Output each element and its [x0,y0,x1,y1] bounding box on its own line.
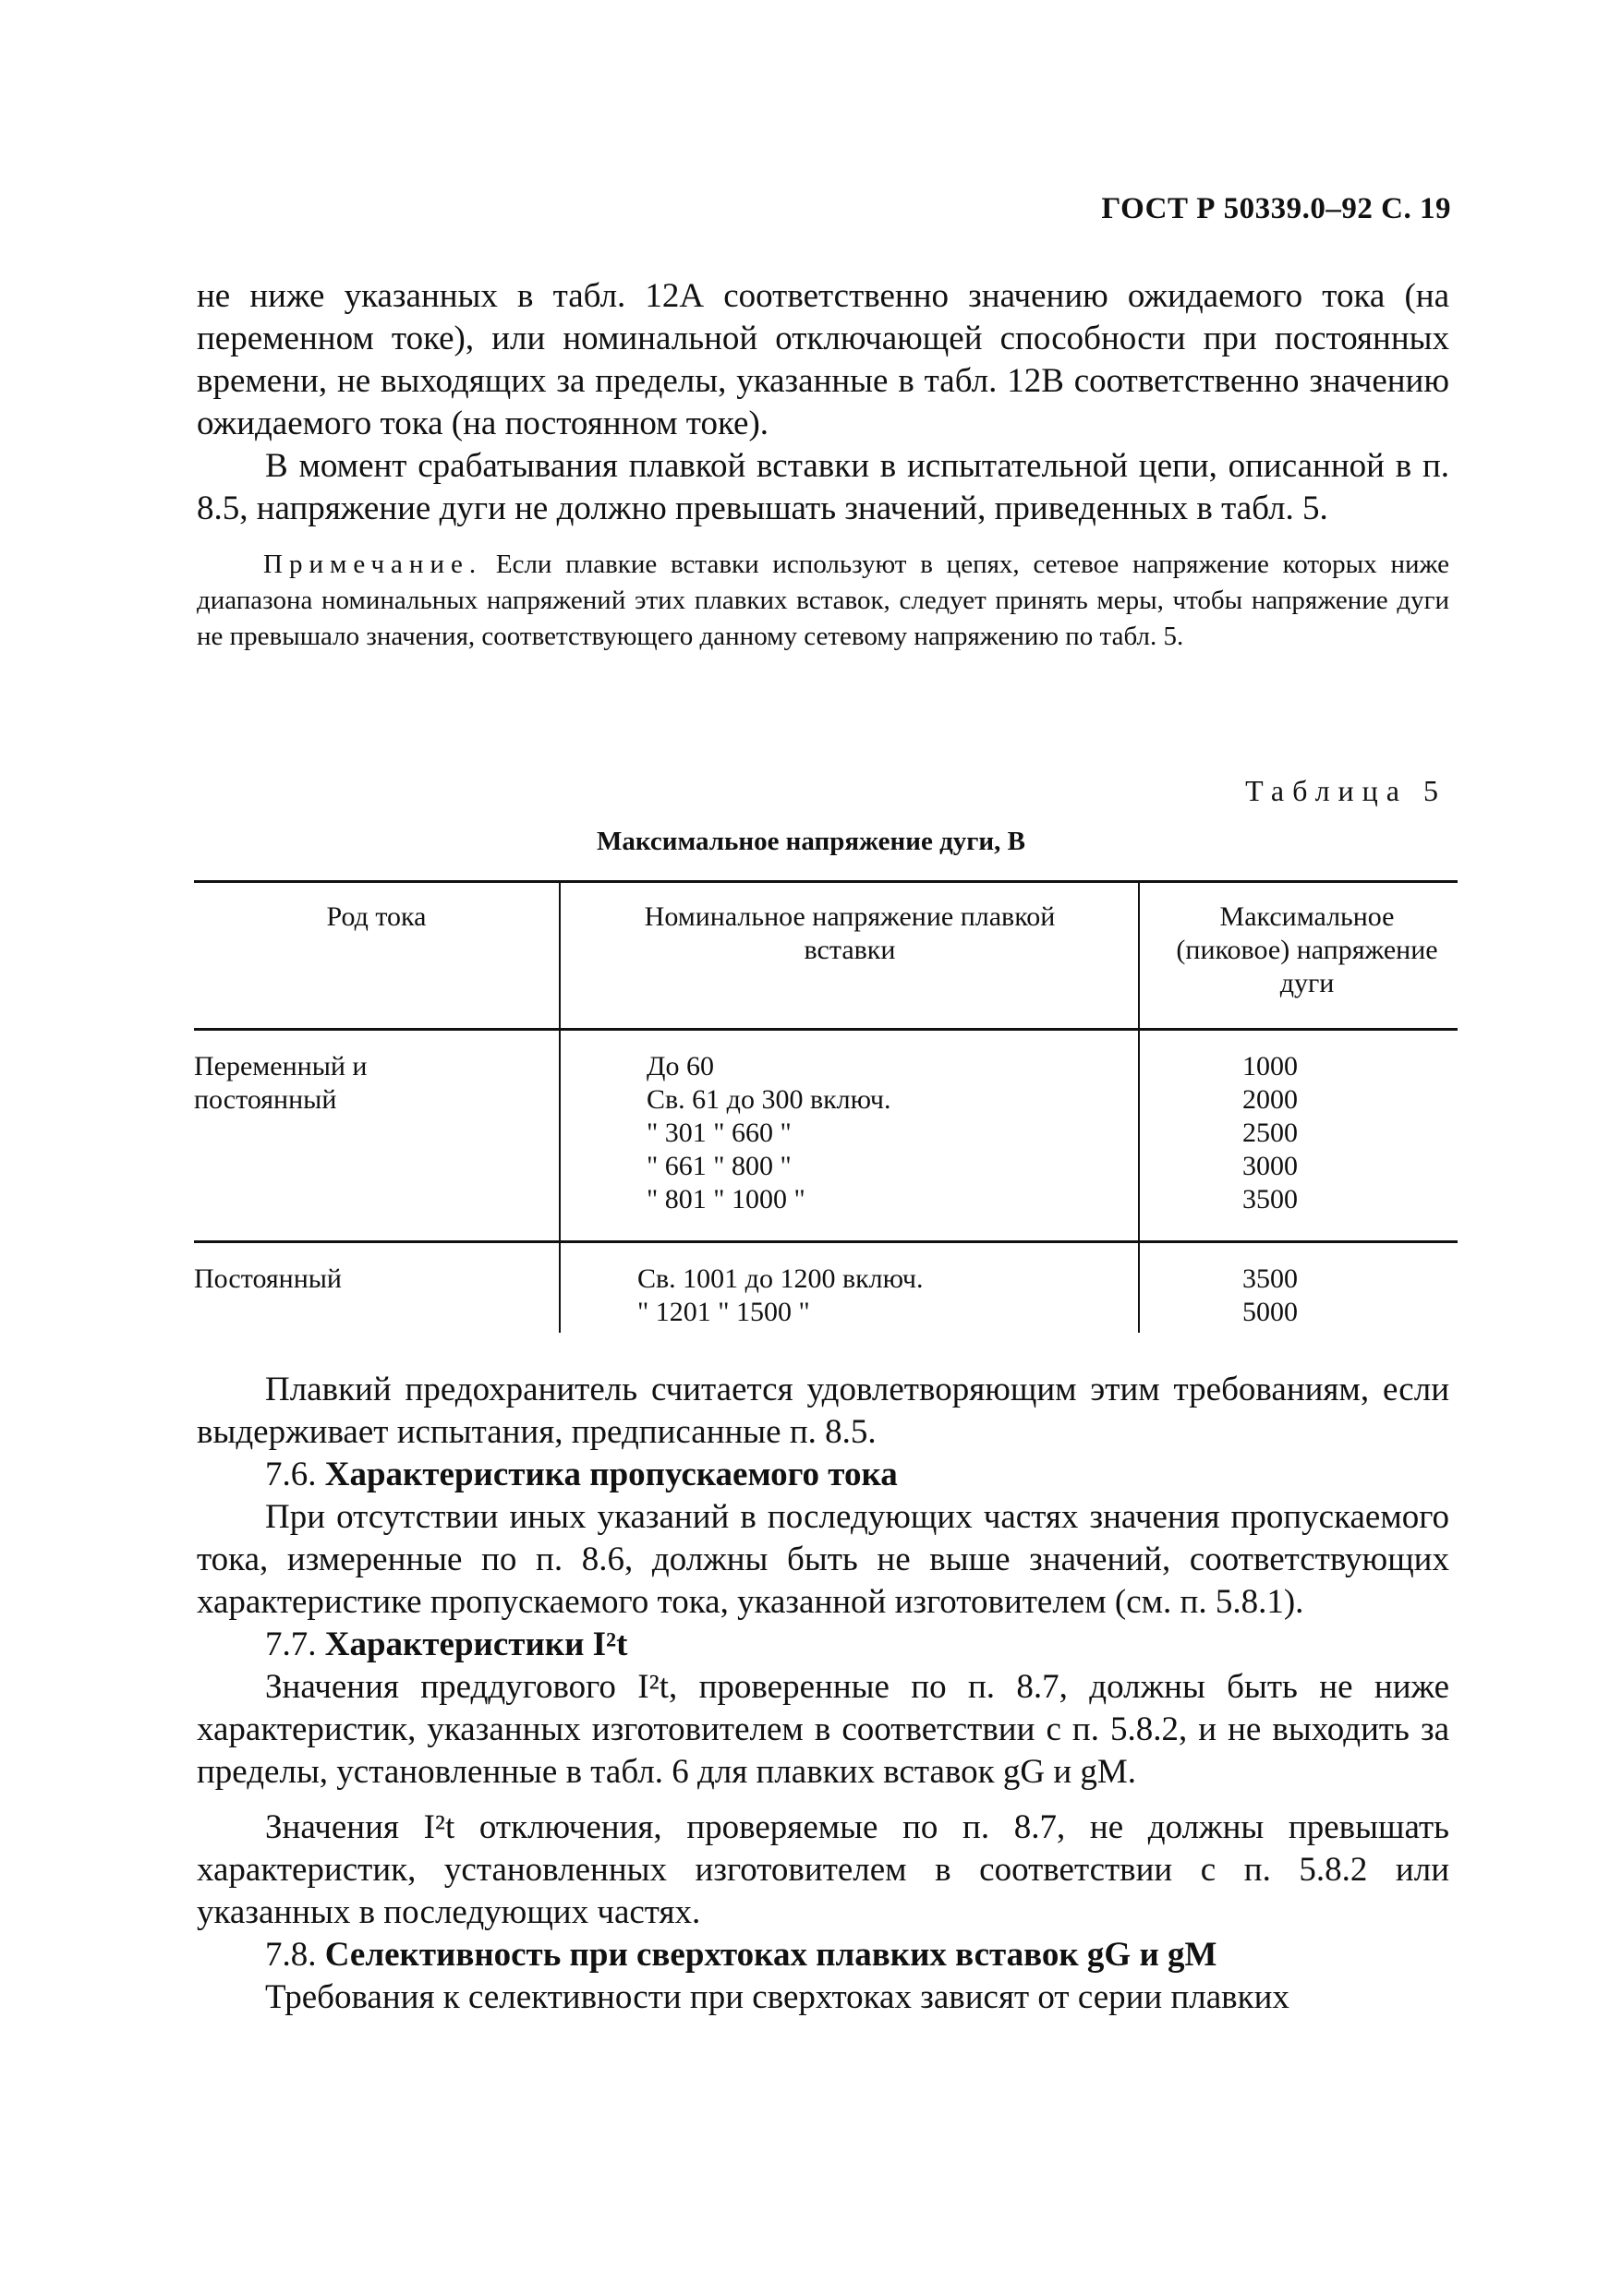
header-current-type: Род тока [326,901,427,932]
table-header-rule [194,1028,1458,1031]
paragraph-4: При отсутствии иных указаний в последующих частях значения пропускаемого тока, измеренные по п. 8.6, должны быть не выше значений, соответствующих характеристике пропускаемого тока, указанной изготовителем (см. п. 5.8.1). [197,1498,1449,1621]
group1-values [1155,1050,1386,1216]
group2-values [1155,1263,1386,1329]
value-row: 3000 [1242,1151,1298,1181]
header-rated-voltage: Номинальное напряжение плавкой вставки [644,901,1056,965]
intro-text [197,275,1449,655]
value-row: 2500 [1242,1118,1298,1148]
range-row: Св. 1001 до 1200 включ. [637,1263,924,1294]
value-row: 3500 [1242,1184,1298,1214]
range-row: До 60 [647,1051,714,1082]
table-col-divider-1 [559,880,561,1333]
paragraph-7: Требования к селективности при сверхтоках зависят от серии плавких [265,1978,1289,2016]
section-7-7-heading [197,1624,1449,1666]
paragraph-6: Значения I²t отключения, проверяемые по п. 8.7, не должны превышать характеристик, установленных изготовителем в соответствии с п. 5.8.2 или указанных в последующих частях. [197,1808,1449,1931]
section-number: 7.7. [265,1625,317,1663]
value-row: 2000 [1242,1084,1298,1115]
arc-voltage-table [194,880,1458,1333]
section-title: Селективность при сверхтоках плавких вставок gG и gM [324,1936,1217,1974]
range-row: " 1201 " 1500 " [637,1297,810,1327]
note-text: Если плавкие вставки используют в цепях, сетевое напряжение которых ниже диапазона номинальных напряжений этих плавких вставок, следует принять меры, чтобы напряжение дуги не превышало значения, соответствующего данному сетевому напряжению по табл. 5. [197,550,1450,651]
table-group-rule [194,1240,1458,1243]
note [197,547,1449,655]
value-row: 1000 [1242,1051,1298,1082]
value-row: 5000 [1242,1297,1298,1327]
section-title: Характеристики I²t [324,1625,628,1663]
section-7-6-heading [197,1454,1449,1496]
section-number: 7.8. [265,1936,317,1974]
group1-ranges [647,1050,1035,1216]
table-title: Максимальное напряжение дуги, В [597,827,1025,856]
header-max-arc-voltage: Максимальное (пиковое) напряжение дуги [1176,901,1438,998]
group2-current-type: Постоянный [194,1263,342,1294]
section-title: Характеристика пропускаемого тока [324,1456,898,1493]
value-row: 3500 [1242,1263,1298,1294]
page-header: ГОСТ Р 50339.0–92 С. 19 [1101,192,1451,225]
table-col-divider-2 [1138,880,1140,1333]
section-7-8-heading [197,1934,1449,1976]
group2-ranges [637,1263,1044,1329]
note-label: Примечание. [263,550,483,579]
table-label: Таблица 5 [1245,774,1446,807]
paragraph-1: не ниже указанных в табл. 12А соответственно значению ожидаемого тока (на переменном токе), или номинальной отключающей способности при постоянных времени, не выходящих за пределы, указанные в табл. 12В соответственно значению ожидаемого тока (на постоянном токе). [197,277,1449,442]
paragraph-3: Плавкий предохранитель считается удовлетворяющим этим требованиям, если выдерживает испытания, предписанные п. 8.5. [197,1371,1449,1451]
group1-current-type: Переменный и постоянный [194,1051,368,1115]
section-number: 7.6. [265,1456,317,1493]
paragraph-5: Значения преддугового I²t, проверенные по п. 8.7, должны быть не ниже характеристик, указанных изготовителем в соответствии с п. 5.8.2, и не выходить за пределы, установленные в табл. 6 для плавких вставок gG и gM. [197,1668,1449,1791]
after-table-text [197,1369,1449,2019]
table-top-rule [194,880,1458,883]
paragraph-2: В момент срабатывания плавкой вставки в испытательной цепи, описанной в п. 8.5, напряжение дуги не должно превышать значений, приведенных в табл. 5. [197,447,1449,527]
range-row: " 661 " 800 " [647,1151,792,1181]
range-row: " 301 " 660 " [647,1118,792,1148]
range-row: Св. 61 до 300 включ. [647,1084,891,1115]
range-row: " 801 " 1000 " [647,1184,805,1214]
